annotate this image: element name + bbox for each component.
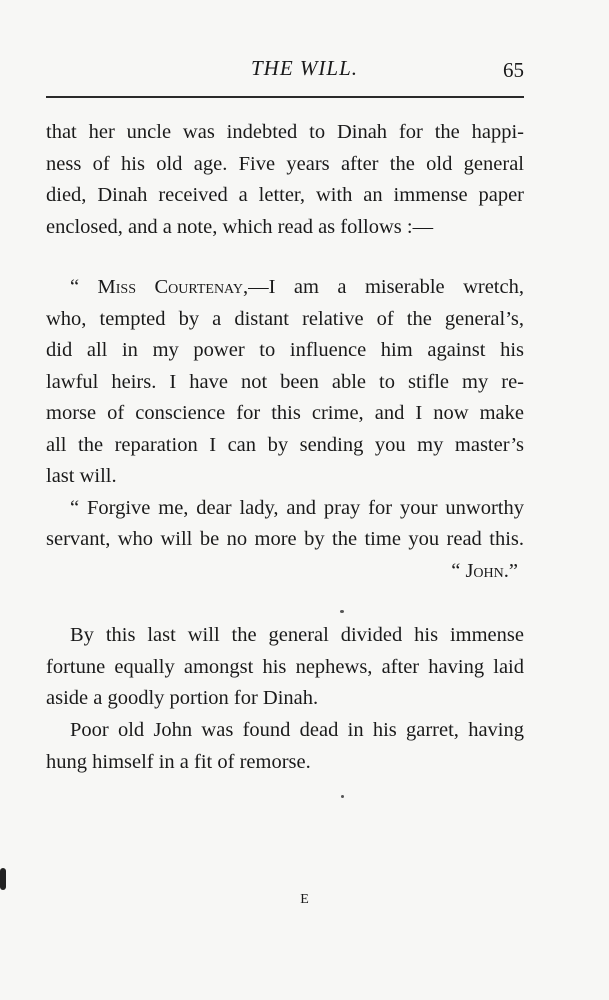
text-line: servant, who will be no more by the time you read this.: [46, 528, 524, 550]
paragraph-will: [46, 620, 524, 715]
text-line: enclosed, and a note, which read as follows :—: [46, 215, 434, 238]
text-line: died, Dinah received a letter, with an immense paper: [46, 184, 524, 206]
ink-speck: [340, 610, 344, 613]
text-line: aside a goodly portion for Dinah.: [46, 687, 319, 709]
header-rule: [46, 96, 524, 98]
text-line: hung himself in a fit of remorse.: [46, 750, 311, 773]
letter-signature: “ John.”: [451, 559, 518, 582]
signature-mark: E: [300, 892, 309, 907]
running-title: THE WILL.: [250, 56, 359, 80]
text-line: that her uncle was indebted to Dinah for the happi-: [46, 121, 524, 143]
text-line: morse of conscience for this crime, and I now make: [46, 402, 524, 424]
text-line: By this last will the general divided his immense: [70, 624, 524, 646]
paragraph-john: [46, 715, 524, 778]
salutation-rest: —I am a miserable wretch,: [248, 276, 524, 298]
text-line: last will.: [46, 465, 117, 487]
text-line: lawful heirs. I have not been able to stifle my re-: [46, 370, 524, 393]
recipient-name: Miss Courtenay,: [97, 276, 249, 298]
page-edge-mark: [0, 868, 6, 890]
text-line: fortune equally amongst his nephews, after having laid: [46, 655, 524, 678]
text-line: did all in my power to influence him against his: [46, 339, 524, 361]
page-number: 65: [503, 58, 524, 82]
paragraph-opening: [46, 117, 524, 243]
letter-salutation-line: [46, 272, 524, 304]
ink-speck: [341, 795, 344, 798]
text-line: ness of his old age. Five years after the old general: [46, 152, 524, 175]
quoted-letter: [46, 272, 524, 587]
text-line: all the reparation I can by sending you my master’s: [46, 433, 524, 456]
text-line: “ Forgive me, dear lady, and pray for your unworthy: [70, 496, 524, 519]
text-line: Poor old John was found dead in his garret, having: [70, 719, 524, 741]
text-line: who, tempted by a distant relative of the general’s,: [46, 307, 524, 330]
open-quote: “: [70, 276, 98, 298]
